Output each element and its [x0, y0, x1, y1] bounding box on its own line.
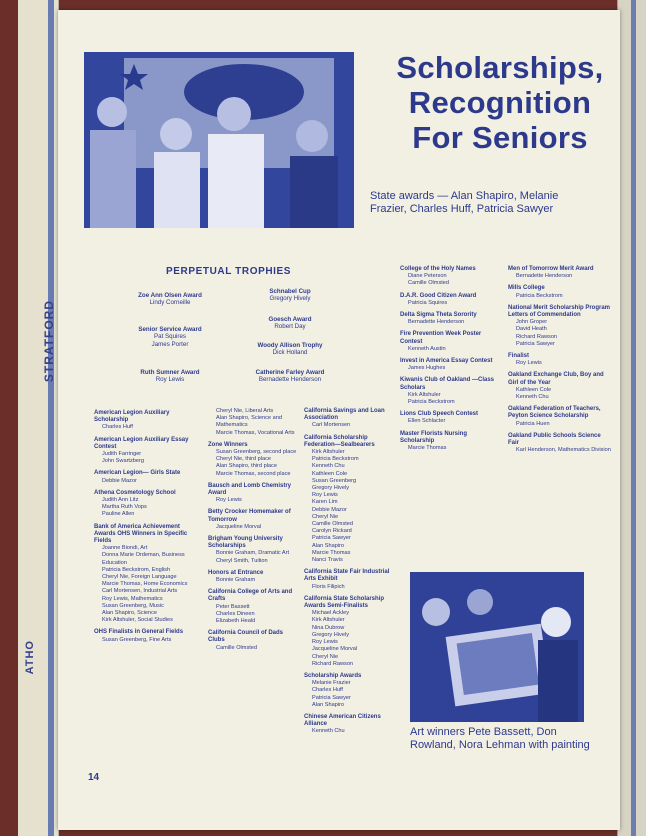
art-winners-photo-art	[410, 572, 584, 722]
award-title: Oakland Exchange Club, Boy and Girl of the Year	[508, 372, 604, 386]
award-recipient: Pauline Allen	[102, 511, 135, 518]
award-recipient: Roy Lewis, Mathematics	[102, 595, 163, 602]
award-recipient: Charles Huff	[312, 687, 343, 694]
award-recipient: Carolyn Rickard	[312, 528, 352, 535]
perpetual-trophies-heading: PERPETUAL TROPHIES	[166, 266, 292, 277]
award-title: OHS Finalists in General Fields	[94, 629, 184, 636]
award-entry	[208, 509, 298, 531]
award-recipient: Diane Peterson	[408, 273, 447, 280]
award-recipient: Kenneth Austin	[408, 345, 446, 352]
award-title: California State Fair Industrial Arts Exhibit	[304, 569, 390, 583]
award-recipient: Patricia Beckstrom, English	[102, 566, 171, 573]
art-winners-photo	[410, 572, 584, 722]
award-entry	[94, 490, 194, 519]
award-entry	[508, 285, 612, 299]
trophy-item	[110, 292, 230, 307]
award-title: Chinese American Citizens Alliance	[304, 713, 381, 728]
award-recipient: Camille Olmsted	[408, 280, 450, 287]
award-recipient: Kenneth Chu	[312, 728, 345, 735]
trophy-title: Woody Allison Trophy	[257, 342, 323, 349]
award-recipient: Marcie Thomas	[408, 445, 447, 452]
award-title: Betty Crocker Homemaker of Tomorrow	[208, 509, 291, 523]
award-entry	[208, 442, 298, 478]
award-recipient: Patricia Beckstrom	[516, 292, 563, 299]
award-entry	[304, 569, 396, 591]
award-recipient: James Hughes	[408, 365, 446, 372]
award-entry	[508, 406, 612, 428]
award-title: Scholarship Awards	[304, 672, 362, 679]
award-recipient: Peter Bassett	[216, 603, 250, 610]
trophy-title: Catherine Farley Award	[255, 369, 325, 376]
award-entry	[208, 570, 298, 584]
art-winners-caption: Art winners Pete Bassett, Don Rowland, Nora Lehman with painting	[410, 726, 590, 751]
award-recipient: Karen Lim	[312, 499, 338, 506]
award-recipient: Kathleen Cole	[516, 386, 552, 393]
award-recipient: Kirk Altshuler, Social Studies	[102, 617, 173, 624]
award-entry	[508, 372, 612, 401]
award-recipient: Bonnie Graham, Dramatic Art	[216, 550, 290, 557]
award-entry	[400, 331, 502, 353]
yearbook-page	[58, 10, 620, 830]
award-recipient: Alan Shapiro	[312, 542, 345, 549]
underlying-page	[18, 0, 59, 836]
award-title: California Council of Dads Clubs	[208, 630, 284, 644]
award-entry	[304, 596, 396, 668]
award-entry	[304, 714, 396, 736]
award-recipient: Kathleen Cole	[312, 470, 348, 477]
award-recipient: Marcie Thomas	[312, 549, 351, 556]
right-edge-stripe	[631, 0, 636, 836]
award-title: Zone Winners	[208, 441, 248, 448]
award-recipient: Elizabeth Heald	[216, 618, 256, 625]
award-recipient: Cheryl Nie	[312, 513, 339, 520]
award-recipient: Carl Mortensen, Industrial Arts	[102, 588, 178, 595]
title-line-2: Recognition	[408, 85, 592, 120]
award-title: Lions Club Speech Contest	[400, 411, 479, 418]
award-recipient: Marcie Thomas, second place	[216, 470, 291, 477]
trophy-name: Lindy Corneille	[149, 299, 191, 307]
award-recipient: Gregory Hively	[312, 631, 349, 638]
award-title: Brigham Young University Scholarships	[208, 536, 283, 550]
binder-label-2: ATHO	[24, 640, 36, 675]
award-recipient: Susan Greenberg	[312, 477, 357, 484]
award-recipient: Kirk Altshuler	[312, 449, 345, 456]
trophy-item	[230, 288, 350, 303]
award-entry	[508, 266, 612, 280]
award-title: Master Florists Nursing Scholarship	[400, 430, 468, 444]
trophy-title: Senior Service Award	[138, 326, 202, 333]
award-entry	[400, 293, 502, 307]
award-entry	[208, 536, 298, 565]
award-entry	[400, 312, 502, 326]
award-recipient: Floris Filipich	[312, 583, 345, 590]
award-recipient: Marcie Thomas, Home Economics	[102, 581, 188, 588]
award-recipient: Kirk Altshuler	[408, 391, 441, 398]
trophy-name: Roy Lewis	[155, 376, 185, 384]
award-entry	[400, 358, 502, 372]
awards-column-1	[94, 410, 194, 649]
award-recipient: Cheryl Nie	[312, 653, 339, 660]
award-recipient: John Groper	[516, 319, 548, 326]
award-recipient: John Swartzberg	[102, 458, 144, 465]
award-title: Kiwanis Club of Oakland —Class Scholars	[400, 377, 495, 391]
page-title	[386, 50, 614, 155]
award-title: National Merit Scholarship Program Letters of Commendation	[508, 304, 611, 319]
award-recipient: Richard Rawson	[516, 333, 558, 340]
award-recipient: Roy Lewis	[312, 639, 338, 646]
award-title: Fire Prevention Week Poster Contest	[400, 331, 482, 345]
trophy-item	[230, 316, 350, 331]
award-entry	[94, 470, 194, 484]
award-recipient: Nina Dubrow	[312, 624, 345, 631]
trophy-name: James Porter	[151, 340, 189, 348]
award-title: California College of Arts and Crafts	[208, 589, 293, 603]
award-entry	[508, 433, 612, 455]
award-recipient: Melanie Frazier	[312, 680, 351, 687]
award-entry	[208, 589, 298, 625]
awards-column-3	[304, 408, 396, 741]
award-title: D.A.R. Good Citizen Award	[400, 292, 477, 299]
award-title: Oakland Federation of Teachers, Peyton Science Scholarship	[508, 406, 601, 420]
award-title: Men of Tomorrow Merit Award	[508, 266, 594, 272]
award-entry	[400, 266, 502, 288]
trophy-name: Gregory Hively	[269, 295, 311, 303]
award-recipient: David Heath	[516, 326, 547, 333]
trophy-name: Robert Day	[274, 323, 306, 331]
award-recipient: Debbie Mazor	[312, 506, 347, 513]
award-recipient: Alan Shapiro	[312, 701, 345, 708]
trophy-title: Zoe Ann Olsen Award	[138, 292, 202, 299]
award-recipient: Bernadette Henderson	[516, 273, 573, 280]
award-recipient: Susan Greenberg, Music	[102, 602, 164, 609]
award-recipient: Roy Lewis	[312, 492, 338, 499]
award-recipient: Patricia Sawyer	[312, 694, 351, 701]
award-recipient: Alan Shapiro, Science	[102, 610, 158, 617]
award-recipient: Roy Lewis	[516, 360, 542, 367]
award-entry	[304, 408, 396, 430]
award-recipient: Susan Greenberg, second place	[216, 449, 297, 456]
page-number: 14	[88, 772, 100, 783]
trophy-item	[110, 369, 230, 384]
award-recipient: Bonnie Graham	[216, 577, 256, 584]
award-title: College of the Holy Names	[400, 266, 476, 272]
award-title: Delta Sigma Theta Sorority	[400, 312, 477, 319]
award-recipient: Debbie Mazor	[102, 477, 137, 484]
award-title: Oakland Public Schools Science Fair	[508, 432, 601, 447]
award-recipient: Ellen Schlacter	[408, 418, 446, 425]
award-recipient: Cheryl Nie, Foreign Language	[102, 574, 177, 581]
award-title: Finalist	[508, 353, 530, 360]
award-recipient: Camille Olmsted	[312, 521, 354, 528]
award-title: Bank of America Achievement Awards OHS Winners in Specific Fields	[94, 523, 188, 545]
award-recipient: Camille Olmsted	[216, 644, 258, 651]
award-entry	[400, 377, 502, 406]
award-recipient: Patricia Sawyer	[516, 340, 555, 347]
award-recipient: Jacqueline Morval	[216, 523, 262, 530]
title-line-3: For Seniors	[412, 120, 588, 155]
award-recipient: Charles Huff	[102, 424, 133, 431]
trophy-title: Ruth Sumner Award	[140, 369, 200, 376]
award-recipient: Charles Dineen	[216, 610, 255, 617]
award-recipient: Cheryl Smith, Tuition	[216, 557, 268, 564]
award-recipient: Gregory Hively	[312, 485, 349, 492]
award-recipient: Karl Henderson, Mathematics Division	[516, 447, 611, 454]
award-entry	[94, 629, 194, 643]
award-recipient: Joanne Biondi, Art	[102, 545, 148, 552]
award-title: American Legion— Girls State	[94, 470, 181, 477]
award-recipient: Martha Ruth Vops	[102, 504, 147, 511]
award-entry	[208, 408, 298, 437]
award-entry	[208, 483, 298, 505]
award-recipient: Judith Farringer	[102, 451, 142, 458]
award-entry	[304, 435, 396, 565]
award-entry	[400, 431, 502, 453]
trophy-name: Pat Squires	[154, 333, 186, 341]
award-recipient: Patricia Squires	[408, 299, 448, 306]
trophy-name: Bernadette Henderson	[258, 376, 322, 384]
award-entry	[94, 524, 194, 625]
award-recipient: Alan Shapiro, third place	[216, 463, 277, 470]
award-recipient: Patricia Huen	[516, 420, 550, 427]
award-recipient: Roy Lewis	[216, 497, 242, 504]
award-title: California Savings and Loan Association	[304, 408, 385, 422]
award-entry	[208, 630, 298, 652]
award-title: California State Scholarship Awards Semi-Finalists	[304, 595, 385, 610]
trophy-title: Schnabel Cup	[269, 288, 311, 295]
award-recipient: Nanci Travis	[312, 557, 343, 564]
award-title: American Legion Auxiliary Essay Contest	[94, 436, 189, 450]
award-title: American Legion Auxiliary Scholarship	[94, 410, 170, 424]
award-entry	[508, 353, 612, 367]
award-recipient: Bernadette Henderson	[408, 319, 465, 326]
award-recipient: Donna Marie Ordeman, Business Education	[102, 552, 185, 566]
award-recipient: Kenneth Chu	[516, 394, 549, 401]
trophy-item	[230, 369, 350, 384]
award-recipient: Patricia Beckstrom	[312, 456, 359, 463]
award-entry	[400, 411, 502, 425]
award-recipient: Cheryl Nie, third place	[216, 456, 272, 463]
state-awards-caption: State awards — Alan Shapiro, Melanie Frazier, Charles Huff, Patricia Sawyer	[370, 190, 559, 215]
trophy-item	[230, 342, 350, 357]
award-recipient: Kirk Altshuler	[312, 617, 345, 624]
award-recipient: Patricia Sawyer	[312, 535, 351, 542]
award-title: Invest in America Essay Contest	[400, 358, 493, 365]
award-title: Athena Cosmetology School	[94, 489, 176, 496]
award-recipient: Alan Shapiro, Science and Mathematics	[216, 415, 282, 429]
trophy-name: Dick Holland	[272, 349, 308, 357]
award-recipient: Carl Mortensen	[312, 422, 351, 429]
award-entry	[508, 305, 612, 348]
state-awards-photo	[84, 52, 354, 228]
award-entry	[94, 437, 194, 466]
award-entry	[94, 410, 194, 432]
award-title: Mills College	[508, 285, 545, 292]
underlying-page-stripe	[48, 0, 54, 836]
title-line-1: Scholarships,	[396, 50, 604, 85]
trophy-item	[110, 326, 230, 348]
award-recipient: Patricia Beckstrom	[408, 399, 455, 406]
right-page-edge	[617, 0, 646, 836]
award-recipient: Cheryl Nie, Liberal Arts	[216, 408, 274, 414]
award-title: Bausch and Lomb Chemistry Award	[208, 482, 292, 497]
award-entry	[304, 673, 396, 709]
awards-column-2	[208, 408, 298, 657]
awards-column-4	[400, 266, 502, 457]
award-recipient: Kenneth Chu	[312, 463, 345, 470]
award-recipient: Judith Ann Litz	[102, 497, 139, 504]
award-recipient: Marcie Thomas, Vocational Arts	[216, 429, 295, 436]
awards-column-5	[508, 266, 612, 459]
award-recipient: Michael Ackley	[312, 610, 349, 617]
trophy-title: Goesch Award	[268, 316, 312, 323]
award-title: Honors at Entrance	[208, 569, 264, 576]
state-awards-photo-art	[84, 52, 354, 228]
award-recipient: Richard Rawson	[312, 660, 354, 667]
award-recipient: Susan Greenberg, Fine Arts	[102, 636, 172, 643]
award-recipient: Jacqueline Morval	[312, 646, 358, 653]
award-title: California Scholarship Federation—Sealbearers	[304, 434, 375, 448]
binder-label: STRATFORD	[42, 300, 56, 383]
